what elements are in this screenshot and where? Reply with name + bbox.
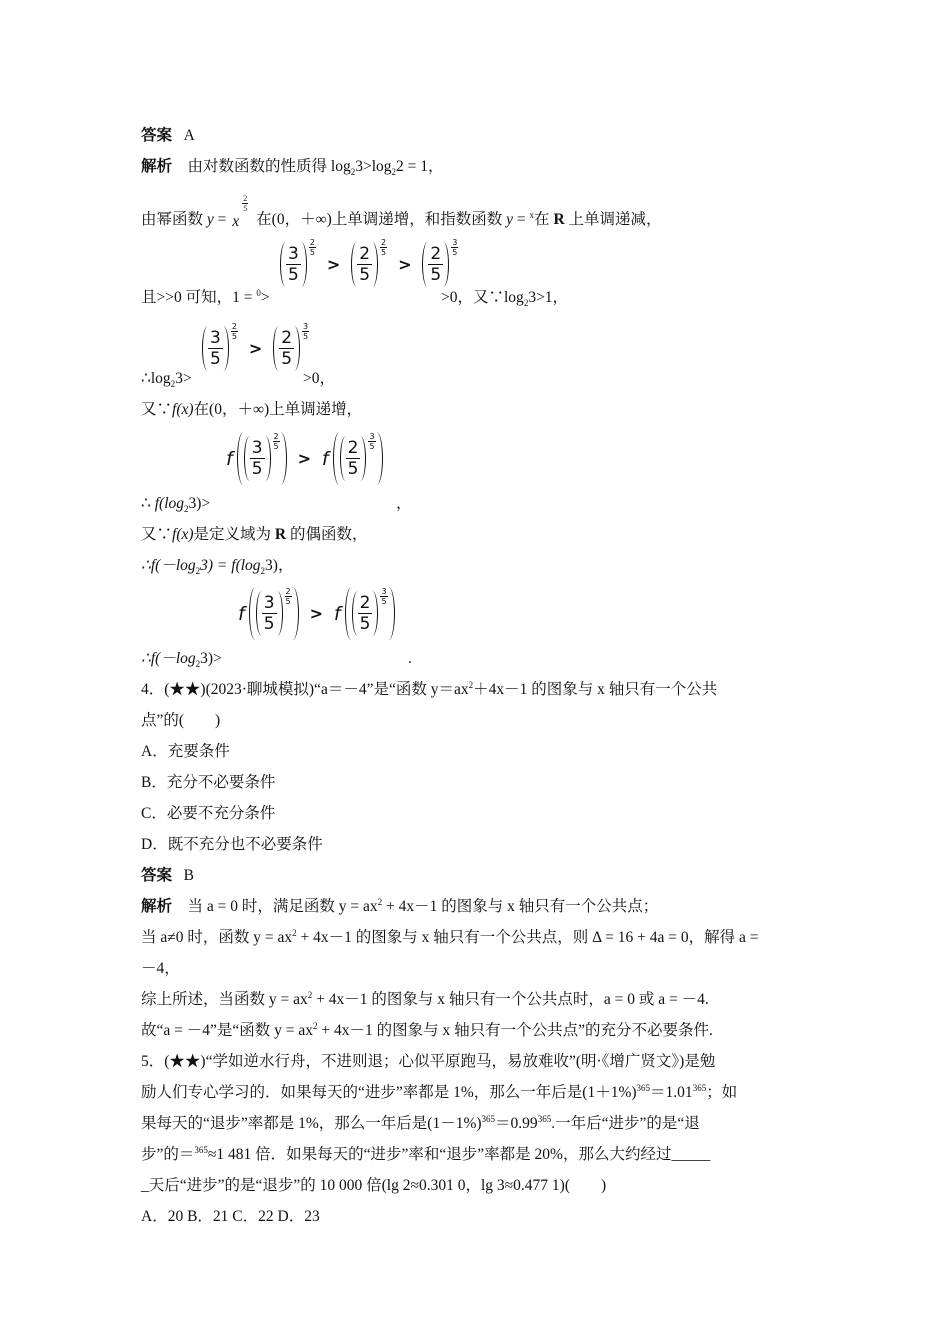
inequality-chain-1: $\frac{3}{5}$ $\frac{2}{5}$ > $\frac{2}{5}$ $\frac{2}{5}$ > $\frac{2}{5}$ $\frac{3}{5}$: [280, 242, 458, 287]
analysis-label: 解析: [141, 158, 173, 175]
option-c: C．必要不充分条件: [141, 805, 276, 822]
f-inequality-2: f $\frac{3}{5}$ $\frac{2}{5}$ > f $\frac{2}{5}$ $\frac{3}{5}$: [238, 587, 395, 640]
analysis-line-6: ∴ $f(\log_23)>$: [141, 495, 211, 515]
analysis4-line-4: 综上所述，当函数 $y = ax^2 + 4x-1$ 的图象与 x 轴只有一个公共点时，a = 0 或 a = －4.: [141, 989, 709, 1008]
analysis4-line-3: －4，: [141, 960, 180, 977]
inequality-chain-2: $\frac{3}{5}$ $\frac{2}{5}$ > $\frac{2}{5}$ $\frac{3}{5}$: [202, 326, 309, 371]
analysis-line-1: 解析 由对数函数的性质得 $\log_23>\log_22 = 1$，: [141, 158, 444, 178]
analysis-line-3: 且>>0 可知，1 = $^0$>: [141, 287, 270, 306]
option-b: B．充分不必要条件: [141, 774, 276, 791]
analysis4-line-5: 故“a = －4”是“函数 $y = ax^2 + 4x-1$ 的图象与 x 轴只有一个公共点”的充分不必要条件.: [141, 1020, 713, 1039]
analysis-line-4: $\therefore\log_23>$: [141, 370, 192, 390]
analysis-line-5: 又∵f(x)在(0，＋∞)上单调递增，: [141, 401, 363, 418]
question-4-line-2: 点”的( ): [141, 712, 221, 729]
analysis-line-8: $\therefore f(-\log_23) = f(\log_23)$，: [141, 557, 294, 577]
question-5-line-2: 励人们专心学习的．如果每天的“进步”率都是 1%，那么一年后是$(1+1\%)^{365}=1.01^{365}$；如: [141, 1082, 738, 1101]
analysis-line-4b: >0，: [303, 370, 335, 387]
question-5-line-5: _天后“进步”的是“退步”的 10 000 倍(lg 2≈0.301 0，lg 3≈0.477 1)( ): [141, 1177, 607, 1194]
fraction-3-5: $\frac{3}{5}$: [280, 242, 307, 287]
question-4-line-1: 4．(★★)(2023·聊城模拟)“a＝－4”是“函数 $y=ax^2+4x-1$ 的图象与 x 轴只有一个公共: [141, 679, 718, 698]
answer-label: 答案: [141, 127, 173, 144]
question-5-line-3: 果每天的“退步”率都是 1%，那么一年后是$(1-1\%)^{365}=0.99^{365}$.一年后“进步”的是“退: [141, 1113, 700, 1132]
answer-value: A: [183, 127, 195, 144]
analysis4-line-1: 解析 当 a = 0 时，满足函数 $y = ax^2 + 4x-1$ 的图象与 x 轴只有一个公共点；: [141, 896, 659, 915]
option-a: A．充要条件: [141, 743, 230, 760]
question-5-line-4: 步”的＝$^{365}$≈1 481 倍．如果每天的“进步”率和“退步”率都是 20%，那么大约经过_____: [141, 1144, 711, 1163]
analysis-line-9b: .: [408, 650, 412, 667]
question-5-options: A．20 B．21 C．22 D．23: [141, 1208, 320, 1225]
analysis-line-6b: ，: [396, 495, 412, 512]
f-inequality-1: f $\frac{3}{5}$ $\frac{2}{5}$ > f $\frac{2}{5}$ $\frac{3}{5}$: [226, 432, 383, 485]
analysis-line-2: 由幂函数 y = x 2 5 在(0，＋∞)上单调递增，和指数函数 y = $^x$在 R 上单调递减，: [141, 194, 662, 230]
option-d: D．既不充分也不必要条件: [141, 836, 323, 853]
question-5-line-1: 5．(★★)“学如逆水行舟，不进则退；心似平原跑马，易放难收”(明·《增广贤文》)是勉: [141, 1053, 716, 1070]
analysis-line-7: 又∵f(x)是定义域为 R 的偶函数，: [141, 526, 368, 543]
analysis4-line-2: 当 a≠0 时，函数 $y = ax^2 + 4x-1$ 的图象与 x 轴只有一个公共点，则 Δ = 16 + 4a = 0，解得 a =: [141, 927, 759, 946]
analysis-line-3b: >0，又$\because\log_23>1$，: [441, 289, 569, 309]
analysis-line-9: $\therefore f(-\log_23)>$: [141, 650, 222, 670]
answer-line-4: 答案 B: [141, 867, 194, 884]
fraction-2-5: $\frac{2}{5}$: [351, 242, 378, 287]
fraction-2-5b: $\frac{2}{5}$: [422, 242, 449, 287]
answer-line: [141, 126, 195, 146]
